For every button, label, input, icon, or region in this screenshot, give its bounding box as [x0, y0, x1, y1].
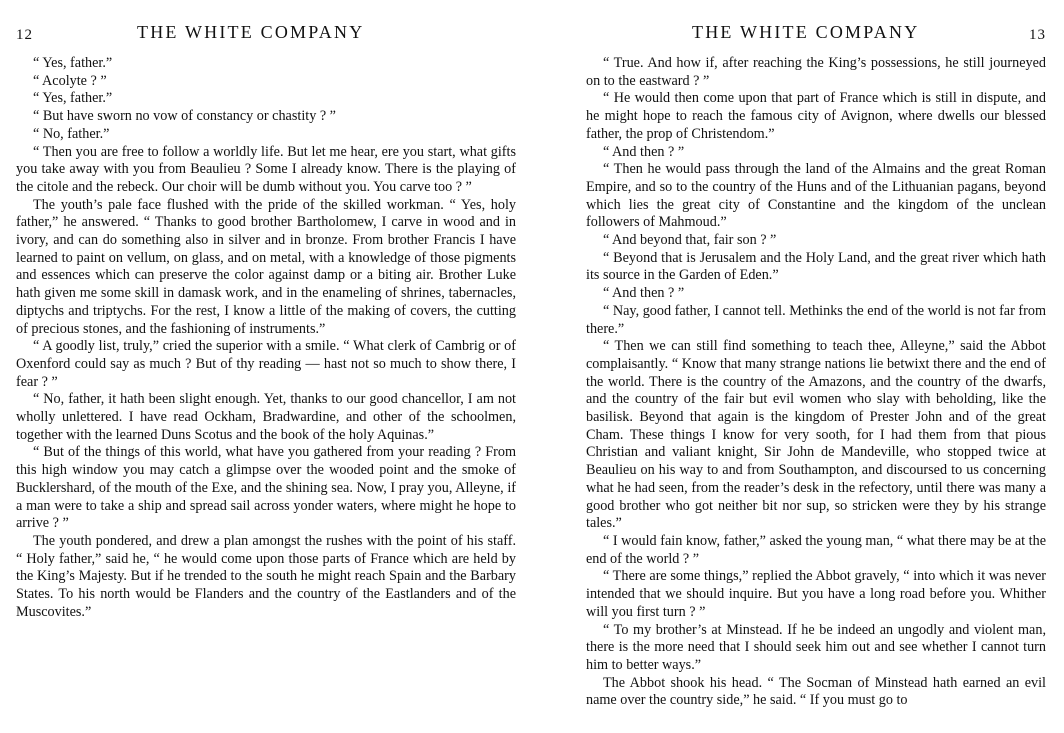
paragraph: “ But of the things of this world, what have you gathered from your reading ? From this high window you may catch a glimpse over the wooded point and the smoke of Bucklershard, of the mouth of the Exe, and the shining sea. Now, I pray you, Alleyne, if a man were to take a ship and spread sail across yonder waters, where might he hope to arrive ? ”: [16, 444, 516, 532]
right-page: [586, 0, 1046, 733]
paragraph: “ He would then come upon that part of France which is still in dispute, and he might hope to reach the famous city of Avignon, where dwells our blessed father, the prop of Christendom.”: [586, 90, 1046, 142]
paragraph: “ Then we can still find something to teach thee, Alleyne,” said the Abbot complaisantly. “ Know that many strange nations lie betwixt there and the end of the world. There is the country of the Amazons, and the country of the dwarfs, and the country of the fair but evil women who slay with beholding, like the basilisk. Beyond that again is the kingdom of Prester John and of the great Cham. These things I know for very sooth, for I had them from that pious Christian and valiant knight, Sir John de Mandeville, who stopped twice at Beaulieu on his way to and from Southampton, and discoursed to us concerning what he had seen, from the reader’s desk in the refectory, until there was many a good brother who got neither bit nor sup, so stricken were they by his strange tales.”: [586, 338, 1046, 532]
paragraph: “ Beyond that is Jerusalem and the Holy Land, and the great river which hath its source in the Garden of Eden.”: [586, 249, 1046, 284]
left-page-number: 12: [16, 27, 33, 43]
paragraph: “ But have sworn no vow of constancy or chastity ? ”: [33, 108, 336, 125]
paragraph: The youth’s pale face flushed with the pride of the skilled workman. “ Yes, holy father,” he answered. “ Thanks to good brother Bartholomew, I carve in wood and in ivory, and can do something also in silver and in bronze. From brother Francis I have learned to paint on vellum, on glass, and on metal, with a knowledge of those pigments and essences which can preserve the color against damp or a biting air. Brother Luke hath given me some skill in damask work, and in the enameling of shrines, tabernacles, diptychs and triptychs. For the rest, I know a little of the making of covers, the cutting of precious stones, and the fashioning of instruments.”: [16, 196, 516, 337]
left-page: [16, 0, 516, 733]
paragraph: “ I would fain know, father,” asked the young man, “ what there may be at the end of the world ? ”: [586, 532, 1046, 567]
right-running-title: THE WHITE COMPANY: [692, 22, 920, 42]
left-running-title: THE WHITE COMPANY: [137, 22, 365, 42]
paragraph: “ Acolyte ? ”: [33, 72, 107, 89]
paragraph: “ And then ? ”: [603, 285, 685, 302]
paragraph: “ Then he would pass through the land of the Almains and the great Roman Empire, and so to the country of the Huns and of the Lithuanian pagans, beyond which lies the great city of Constantine and the kingdom of the unclean followers of Mahmoud.”: [586, 161, 1046, 231]
paragraph: “ True. And how if, after reaching the King’s possessions, he still journeyed on to the eastward ? ”: [586, 55, 1046, 89]
paragraph: “ And beyond that, fair son ? ”: [603, 232, 777, 249]
paragraph: “ Yes, father.”: [33, 55, 113, 71]
paragraph: “ No, father, it hath been slight enough. Yet, thanks to our good chancellor, I am not wholly unlettered. I have read Ockham, Bradwardine, and other of the schoolmen, together with the learned Duns Scotus and the book of the holy Aquinas.”: [16, 391, 516, 443]
paragraph: “ Then you are free to follow a worldly life. But let me hear, ere you start, what gifts you take away with you from Beaulieu ? Some I already know. There is the playing of the citole and the rebeck. Our choir will be dumb without you. You carve too ? ”: [16, 143, 516, 195]
right-page-text: [586, 55, 1046, 710]
paragraph: “ To my brother’s at Minstead. If he be indeed an ungodly and violent man, there is the more need that I should seek him out and see whether I cannot turn him to better ways.”: [586, 621, 1046, 673]
paragraph: “ No, father.”: [33, 125, 110, 142]
paragraph: “ A goodly list, truly,” cried the superior with a smile. “ What clerk of Cambrig or of Oxenford could say as much ? But of thy reading — hast not so much to show there, I fear ? ”: [16, 338, 516, 390]
left-page-header: [16, 22, 516, 52]
paragraph: “ Yes, father.”: [33, 90, 113, 107]
paragraph: The Abbot shook his head. “ The Socman of Minstead hath earned an evil name over the country side,” he said. “ If you must go to: [586, 674, 1046, 709]
left-page-text: [16, 55, 516, 622]
paragraph: “ Nay, good father, I cannot tell. Methinks the end of the world is not far from there.”: [586, 302, 1046, 337]
paragraph: “ And then ? ”: [603, 143, 685, 160]
right-page-number: 13: [1029, 27, 1046, 43]
paragraph: “ There are some things,” replied the Abbot gravely, “ into which it was never intended that we should inquire. But you have a long road before you. Whither will you first turn ? ”: [586, 568, 1046, 620]
right-page-header: [586, 22, 1046, 52]
paragraph: The youth pondered, and drew a plan amongst the rushes with the point of his staff. “ Holy father,” said he, “ he would come upon those parts of France which are held by the King’s Majesty. But if he trended to the south he might reach Spain and the Barbary States. To his north would be Flanders and the country of the Eastlanders and of the Muscovites.”: [16, 532, 516, 620]
